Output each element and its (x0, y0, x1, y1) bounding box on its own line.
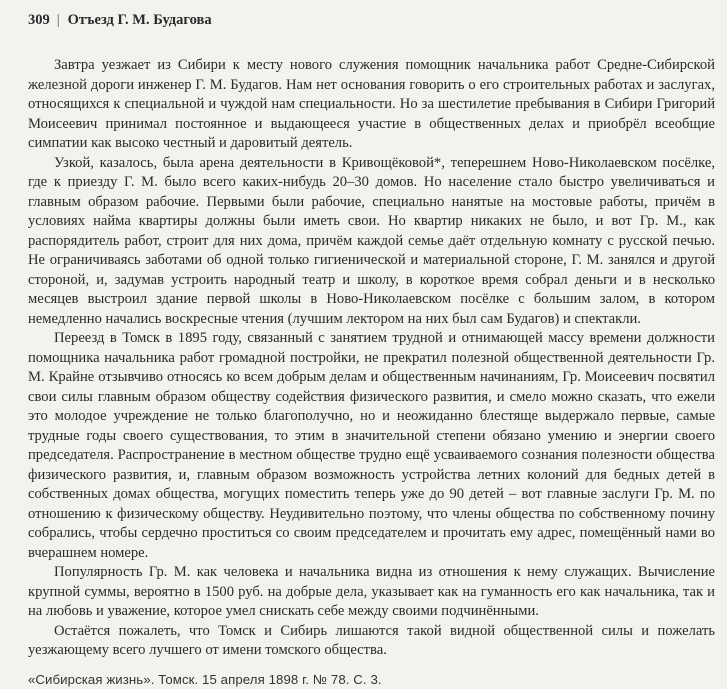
header-separator: | (56, 12, 60, 28)
paragraph-1: Завтра уезжает из Сибири к месту нового служения помощник начальника работ Средне-Сибирской железной дороги инженер Г. М. Будагов. Нам нет основания говорить о его строительных работах и заслугах, относящихся к специальной и чуждой нам специальности. Но за шестилетие пребывания в Сибири Григорий Моисеевич принимал постоянное и выдающееся участие в общественных делах и приобрёл всеобщие симпатии как высоко честный и даровитый деятель. (28, 57, 715, 151)
paragraph-3: Переезд в Томск в 1895 году, связанный с занятием трудной и отнимающей массу времени должности помощника начальника работ громадной постройки, не прекратил полезной общественной деятельности Гр. М. Крайне отзывчиво относясь ко всем добрым делам и общественным начинаниям, Гр. Моисеевич посвятил свои силы главным образом обществу содействия физического развития, и смело можно сказать, что ежели это молодое учреждение не только благополучно, но и неожиданно блестяще выдержало первые, самые трудные годы своего существования, то этим в значительной степени обязано умению и энергии своего председателя. Распространение в местном обществе трудно ещё усваиваемого сознания полезности общества физического развития, и, главным образом возможность устройства летних колоний для бедных детей в собственных домах общества, могущих поместить теперь уже до 90 детей – вот главные заслуги Гр. М. по отношению к физическому обществу. Неудивительно поэтому, что члены общества по собственному почину собрались, чтобы сердечно проститься со своим председателем и прочитать ему адрес, помещённый нами во вчерашнем номере. (28, 330, 715, 561)
paragraph-4: Популярность Гр. М. как человека и начальника видна из отношения к нему служащих. Вычисление крупной суммы, вероятно в 1500 руб. на добрые дела, указывает как на гуманность его как начальника, так и на любовь и уважение, которое умел снискать себе между своими подчинёнными. (28, 564, 715, 619)
paragraph-2: Узкой, казалось, была арена деятельности в Кривощёковой*, теперешнем Ново-Николаевском посёлке, где к приезду Г. М. было всего каких-нибудь 20–30 домов. Но население стало быстро увеличиваться и главным образом рабочие. Первыми были рабочие, специально нанятые на мостовые работы, причём в условиях найма квартиры должны были иметь свои. Но квартир никаких не было, и вот Гр. М., как распорядитель работ, строит для них дома, причём каждой семье даёт отдельную комнату с русской печью. Не ограничиваясь заботами об одной только гигиенической и материальной стороне, Г. М. занялся и другой стороной, и, задумав устроить народный театр и школу, в короткое время собрал деньги и в несколько месяцев выстроил здание первой школы в Ново-Николаевском посёлке с большим залом, в котором немедленно начались воскресные чтения (лучшим лектором на них был сам Будагов) и спектакли. (28, 154, 715, 327)
page-title: Отъезд Г. М. Будагова (67, 12, 212, 28)
paragraph-5: Остаётся пожалеть, что Томск и Сибирь лишаются такой видной общественной силы и пожелать уезжающему всего лучшего от имени томского общества. (28, 622, 715, 658)
running-header (28, 12, 715, 36)
page-number: 309 (28, 12, 50, 28)
article-body (28, 56, 715, 661)
source-citation: «Сибирская жизнь». Томск. 15 апреля 1898 г. № 78. С. 3. (28, 671, 382, 687)
